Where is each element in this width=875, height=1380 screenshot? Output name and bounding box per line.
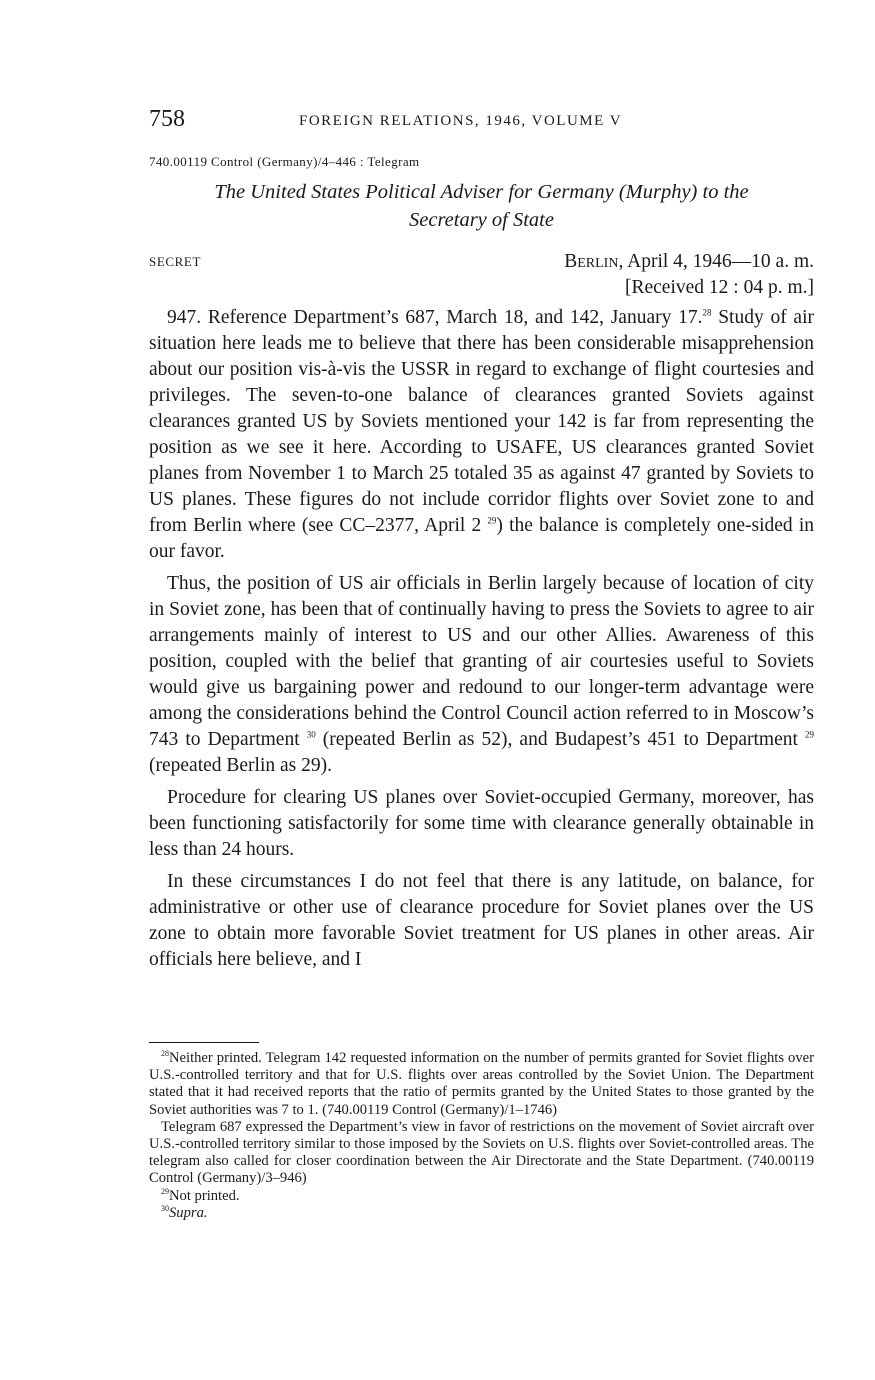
dateline [564, 249, 814, 301]
footnote-text: Telegram 687 expressed the Department’s view in favor of restrictions on the movement of Soviet aircraft over U.S.-controlled territory similar to those imposed by the Soviets on U.S. flights over Soviet-controlled areas. The telegram also called for closer coordination between the Air Directorate and the State Department. (740.00119 Control (Germany)/3–946) [149, 1118, 814, 1187]
footnote-text: Neither printed. Telegram 142 requested information on the number of permits granted for Soviet flights over U.S.-controlled territory and that for U.S. flights over areas controlled by the Soviet Union. The Department stated that it had received reports that the ratio of permits granted by the United States to those granted by the Soviet authorities was 7 to 1. (740.00119 Control (Germany)/1–1746) [149, 1050, 814, 1118]
body-paragraph-1 [149, 305, 814, 565]
footnote-mark: 29 [161, 1186, 169, 1196]
body-text-run: Thus, the position of US air officials in Berlin largely because of location of city in Soviet zone, has been that of continually having to press the Soviets to agree to air arrangements mainly of interest to US and our other Allies. Awareness of this position, coupled with the belief that granting of air courtesies useful to Soviets would give us bargaining power and redound to our longer-term advantage were among the considerations behind the Control Council action referred to in Moscow’s 743 to Department [149, 573, 814, 750]
dateline-date-time: April 4, 1946—10 a. m. [623, 251, 814, 272]
document-title [149, 178, 814, 234]
dateline-sent [564, 249, 814, 275]
body-text-run: (repeated Berlin as 29). [149, 755, 333, 776]
footnote-ref-28: 28 [702, 307, 712, 318]
body-paragraph-2 [149, 571, 814, 779]
telegram-body [149, 305, 814, 979]
document-title-line-1: The United States Political Adviser for Germany (Murphy) to the [214, 181, 749, 203]
footnote-ref-29: 29 [487, 515, 497, 526]
classification-label: SECRET [149, 254, 201, 269]
dateline-place: Berlin, [564, 251, 624, 272]
body-text-run: 947. Reference Department’s 687, March 18, and 142, January 17. [167, 307, 703, 328]
page-number: 758 [149, 106, 185, 132]
footnote-mark: 30 [161, 1203, 169, 1213]
footnote-29 [149, 1188, 814, 1205]
footnote-30 [149, 1205, 814, 1222]
body-text-run: ) the balance is completely one-sided in our favor. [149, 515, 814, 562]
page-header [149, 106, 814, 136]
body-paragraph-3: Procedure for clearing US planes over Soviet-occupied Germany, moreover, has been functioning satisfactorily for some time with clearance generally obtainable in less than 24 hours. [149, 787, 814, 860]
footnote-text: Not printed. [169, 1187, 240, 1204]
footnote-text: Supra. [169, 1204, 208, 1221]
footnote-28-continued [149, 1119, 814, 1188]
footnotes [149, 1050, 814, 1222]
footnote-28 [149, 1050, 814, 1119]
body-text-run: Study of air situation here leads me to believe that there has been considerable misapprehension about our position vis-à-vis the USSR in regard to exchange of flight courtesies and privileges. The seven-to-one balance of clearances granted Soviets against clearances granted US by Soviets mentioned your 142 is far from representing the position as we see it here. According to USAFE, US clearances granted Soviet planes from November 1 to March 25 totaled 35 as against 47 granted by Soviets to US planes. These figures do not include corridor flights over Soviet zone to and from Berlin where (see CC–2377, April 2 [149, 307, 815, 536]
document-title-line-2: Secretary of State [409, 209, 554, 231]
body-text-run: (repeated Berlin as 52), and Budapest’s 451 to Department [315, 729, 805, 750]
footnote-ref-29: 29 [805, 729, 814, 740]
footnote-ref-30: 30 [306, 729, 316, 740]
footnote-divider [149, 1042, 259, 1043]
file-reference: 740.00119 Control (Germany)/4–446 : Telegram [149, 154, 420, 169]
footnote-mark: 28 [161, 1049, 169, 1059]
dateline-received: [Received 12 : 04 p. m.] [625, 277, 814, 298]
running-head: FOREIGN RELATIONS, 1946, VOLUME V [299, 113, 623, 129]
body-paragraph-4: In these circumstances I do not feel that there is any latitude, on balance, for administrative or other use of clearance procedure for Soviet planes over the US zone to obtain more favorable Soviet treatment for US planes in other areas. Air officials here believe, and I [149, 871, 814, 970]
